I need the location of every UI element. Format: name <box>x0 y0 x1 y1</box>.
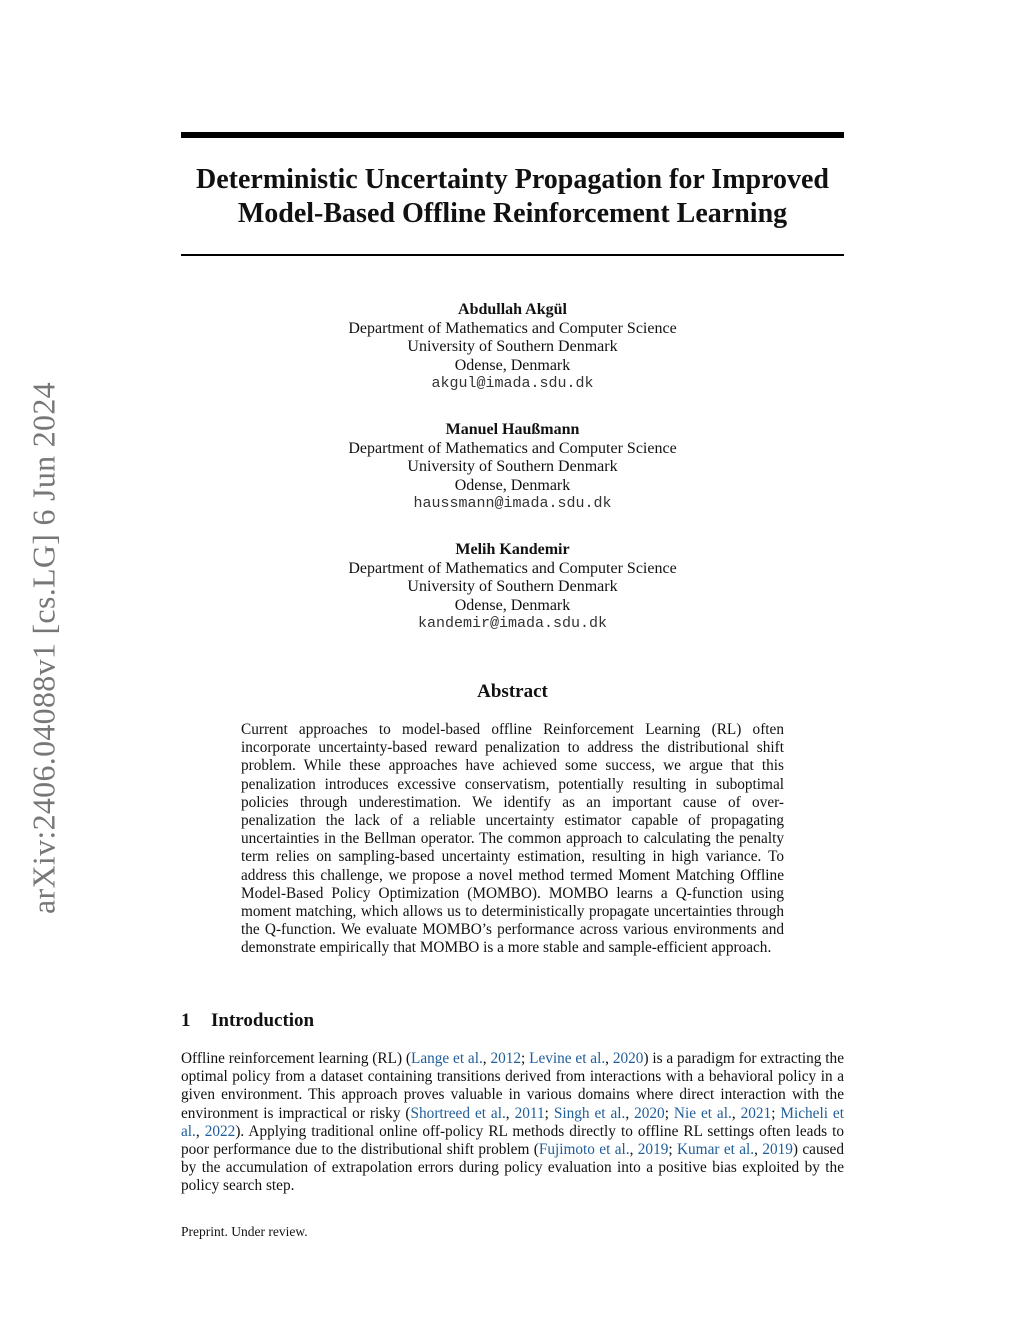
author-university: University of Southern Denmark <box>407 578 618 595</box>
intro-text: , <box>195 1122 205 1140</box>
citation-year-link[interactable]: 2019 <box>762 1141 793 1159</box>
author-block-1 <box>181 301 844 394</box>
paper-title <box>181 163 844 231</box>
section-title: Introduction <box>211 1010 315 1031</box>
author-department: Department of Mathematics and Computer Science <box>348 319 677 337</box>
author-name: Abdullah Akgül <box>458 301 567 318</box>
paper-title-line-1: Deterministic Uncertainty Propagation for Improved <box>195 164 830 195</box>
citation-year-link[interactable]: 2019 <box>637 1141 669 1159</box>
citation-year-link[interactable]: 2021 <box>740 1104 772 1122</box>
author-location: Odense, Denmark <box>454 596 571 614</box>
author-name: Manuel Haußmann <box>445 421 580 438</box>
intro-text: , <box>629 1141 638 1159</box>
citation-year-link[interactable]: 2020 <box>634 1104 665 1122</box>
intro-text: , <box>625 1104 635 1122</box>
citation-year-link[interactable]: 2011 <box>514 1104 545 1122</box>
abstract-text: Current approaches to model-based offline Reinforcement Learning (RL) often incorporate uncertainty-based reward penalization to address the distributional shift problem. While these approaches have achieved some success, we argue that this penalization introduces excessive conservatism, potentially resulting in suboptimal policies through underestimation. We identify as an important cause of over-penalization the lack of a reliable uncertainty estimator capable of propagating uncertainties in the Bellman operator. The common approach to calculating the penalty term relies on sampling-based uncertainty estimation, resulting in high variance. To address this challenge, we propose a novel method termed Moment Matching Offline Model-Based Policy Optimization (MOMBO). MOMBO learns a Q-function using moment matching, which allows us to deterministically propagate uncertainties through the Q-function. We evaluate MOMBO’s performance across various environments and demonstrate empirically that MOMBO is a more stable and sample-efficient approach. <box>241 721 784 957</box>
author-department: Department of Mathematics and Computer Science <box>348 439 677 457</box>
intro-text: , <box>754 1141 763 1159</box>
author-email[interactable]: haussmann@imada.sdu.dk <box>413 495 612 512</box>
citation-link[interactable]: Nie et al. <box>673 1104 732 1122</box>
intro-text: Offline reinforcement learning (RL) ( <box>181 1050 411 1067</box>
author-name: Melih Kandemir <box>455 541 570 558</box>
author-block-2 <box>181 421 844 514</box>
author-block-3 <box>181 541 844 634</box>
paper-title-line-2: Model-Based Offline Reinforcement Learning <box>237 198 788 229</box>
citation-link[interactable]: Micheli et al. <box>181 1104 844 1140</box>
citation-link[interactable]: Fujimoto et al. <box>538 1141 630 1159</box>
intro-text: ; <box>544 1104 554 1122</box>
intro-text: ). Applying traditional online off-policy RL methods directly to offline RL settings often leads to poor performance due to the distributional shift problem ( <box>181 1122 844 1159</box>
introduction-paragraph <box>181 1050 844 1196</box>
citation-link[interactable]: Lange et al. <box>410 1050 483 1067</box>
citation-year-link[interactable]: 2022 <box>204 1122 236 1140</box>
intro-text: ) is a paradigm for extracting the optimal policy from a dataset containing transitions derived from interactions with a behavioral policy in a given environment. This approach proves valuable in various domains where direct interaction with the environment is impractical or risky ( <box>181 1050 844 1122</box>
citation-year-link[interactable]: 2020 <box>612 1050 644 1067</box>
citation-year-link[interactable]: 2012 <box>490 1050 522 1067</box>
author-location: Odense, Denmark <box>454 356 571 374</box>
arxiv-identifier: arXiv:2406.04088v1 [cs.LG] 6 Jun 2024 <box>25 382 62 914</box>
author-email[interactable]: akgul@imada.sdu.dk <box>431 375 594 392</box>
intro-text: , <box>731 1104 741 1122</box>
intro-text: ; <box>664 1104 674 1122</box>
author-department: Department of Mathematics and Computer Science <box>348 559 677 577</box>
citation-link[interactable]: Kumar et al. <box>676 1141 755 1159</box>
preprint-footer: Preprint. Under review. <box>181 1224 308 1239</box>
intro-text: , <box>505 1104 515 1122</box>
intro-text: , <box>605 1050 613 1067</box>
author-location: Odense, Denmark <box>454 476 571 494</box>
intro-text: ; <box>521 1050 530 1067</box>
citation-link[interactable]: Levine et al. <box>529 1050 606 1067</box>
author-university: University of Southern Denmark <box>407 458 618 475</box>
section-number: 1 <box>181 1010 191 1031</box>
title-top-rule <box>181 132 844 138</box>
intro-text: , <box>482 1050 491 1067</box>
citation-link[interactable]: Singh et al. <box>553 1104 626 1122</box>
author-university: University of Southern Denmark <box>407 338 618 355</box>
citation-link[interactable]: Shortreed et al. <box>410 1104 506 1122</box>
intro-text: ; <box>668 1141 677 1159</box>
title-bottom-rule <box>181 254 844 256</box>
abstract-heading: Abstract <box>477 681 548 702</box>
section-heading-introduction <box>181 1010 314 1032</box>
author-email[interactable]: kandemir@imada.sdu.dk <box>417 615 608 632</box>
intro-text: ; <box>771 1104 781 1122</box>
intro-text: ) caused by the accumulation of extrapolation errors during policy evaluation into a positive bias exploited by the policy search step. <box>181 1141 844 1195</box>
